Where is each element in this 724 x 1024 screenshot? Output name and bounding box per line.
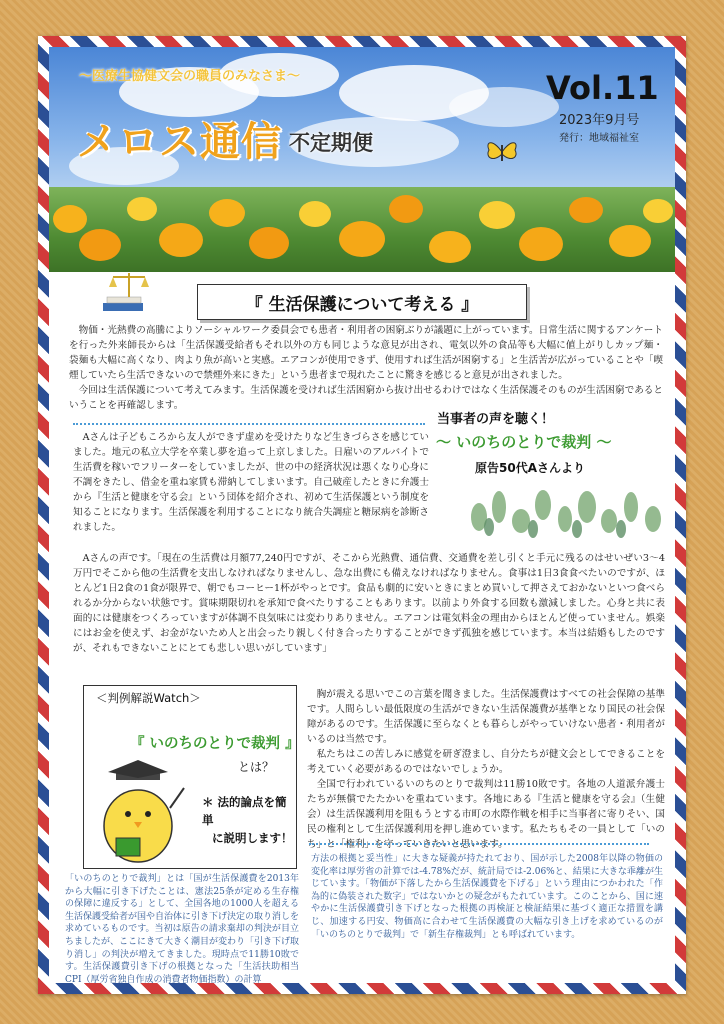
bottom-left-paragraph: 「いのちのとりで裁判」とは「国が生活保護費を2013年から大幅に引き下げたことは、憲法25条が定める生存権の保障に違反する」として、全国各地の1000人を超える生活保護受給者が国や自治体に引き下げ決定の取り消しを求めているものです。当初は原告の請求棄却の判決が目立ちましたが、ここにきて大きく潮目が変わり「引き下げ取り消し」の判決が増えてきました。現時点で11勝10敗です。生活保護費引き下げの根拠となった「生活扶助相当CPI（厚労省独自作成の消費者物価指数）の計算 [65,874,300,983]
right-paragraph: 胸が震える思いでこの言葉を聞きました。生活保護費はすべての社会保障の基準です。人間らしい最低限度の生活ができない生活保護費が基準となり国民の社会保障があるのです。生活保護に至らなくとも暮らしがやっていけない患者・利用者がいるのは当然です。 [307,689,665,745]
intro-text [69,323,663,413]
watch-note-line: ＊ 法的論点を簡単 [202,795,287,827]
justice-scale-icon [99,269,159,315]
story-left-text [73,430,429,535]
story-paragraph: Aさんは子どもころから友人ができず虚めを受けたりなど生きづらさを感じていました。地元の私立大学を卒業し夢を追って上京しました。日雇いのアルバイトで生活費を稼いでフリーターをしていましたが、世の中の経済状況は悪くなり心身に不調をきたし、借金を重ね家賃も滞納してしまいます。自己破産したときに弁護士から『生活と健康を守る会』という団体を紹介され、初めて生活保護という制度を知ることになります。生活保護を利用することになり統合失調症と糖尿病を診断されました。 [73,432,429,533]
right-column-text [307,687,665,852]
watch-title: ＜判例解説Watch＞ [96,691,201,705]
newsletter-page [49,47,675,983]
volume-number: Vol.11 [546,69,659,107]
leaves-illustration [459,477,669,541]
right-paragraph: 全国で行われているいのちのとりで裁判は11勝10敗です。各地の人道派弁護士たちが無償でたたかいを重ねています。各地にある『生活と健康を守る会』（生健会）は生活保護利用を阻もうとする市町の水際作戦を相手に当事者に寄りそい、国民の権利として生活保護利用を押し進めています。私たちもその一員として「いのち」と「権利」を守っていきたいと思います。 [307,779,665,850]
quote-paragraph: Aさんの声です。「現在の生活費は月額77,240円ですが、そこから光熱費、通信費、交通費を差し引くと手元に残るのはせいぜい3〜4万円でそこから他の生活費を支出しなければなりませんし、急な出費にも備えなければなりません。食事は1日3食食べたいのですが、ほとんど1日2食の1食が限界で、朝でもコーヒー1杯がやっとです。食品も劇的に安いときにまとめ買いして押さえておかないといつ食べられるか分からない状態です。賞味期限切れを承知で食べたりすることもあります。以前より外食する回数も激減しました。心身と共に表面的には健康をつくろっていますが体調不良気味には変わりありません。エアコンは電気料金の理由からほとんど使っていません。娯楽にはお金を使えず、お金がないため人と出会ったり親しく付き合ったりすることができず孤独を感じています。本当は結婚もしたのですが、それもできないことにとても悲しい思いがしています」 [73,553,665,654]
watch-note [202,793,296,847]
marigold-field [49,187,675,272]
dotted-divider [309,843,649,845]
issuer-label: 発行：地域福祉室 [559,133,639,144]
bottom-right-paragraph: 方法の根拠と妥当性」に大きな疑義が持たれており、国が示した2008年以降の物価の変化率は厚労省の計算では-4.78%だが、統計局では-2.06%と、結果に大きな乖離が生じています。「物価が下落したから生活保護費を下げる」という理由につかわれた「作為的に偽装された数字」ではないかとの疑念がもたれています。このことから、国に速やかに生活保護費引き下げとなった根拠の再検証と検証結果に基づく適正な措置を講じ、加速する円安、物価高に合わせて生活保護費の大幅な引き上げを求めているのが「いのちのとりで裁判」で「新生存権裁判」とも呼ばれています。 [311,854,663,940]
voice-subtitle: 〜 いのちのとりで裁判 〜 [436,433,612,451]
headline: 『 生活保護について考える 』 [197,284,527,320]
header-subtitle: 〜医療生協健文会の職員のみなさま〜 [79,69,301,84]
voice-title: 当事者の声を聴く！ [437,412,555,427]
dotted-divider [73,423,425,425]
story-quote-text [73,551,665,656]
irregular-label: 不定期便 [289,131,373,155]
voice-speaker: 原告50代Aさんより [475,461,585,475]
watch-subtitle: 『 いのちのとりで裁判 』 [130,736,300,752]
right-paragraph: 私たちはこの苦しみに感覚を研ぎ澄まし、自分たちが健文会としてできることを考えていく必要があるのではないでしょうか。 [307,749,665,775]
intro-paragraph: 今回は生活保護について考えてみます。生活保護を受ければ生活困窮から抜け出せるわけではなく生活保護そのものが生活困窮であるということを再確認します。 [69,385,663,411]
watch-note-line: に説明します！ [212,831,293,845]
case-explainer-box [83,685,300,869]
intro-paragraph: 物価・光熱費の高騰によりソーシャルワーク委員会でも患者・利用者の困窮ぶりが議題に上がっています。日常生活に関するアンケートを行った外来師長からは「生活保護受給者もそれ以外の方も同じような意見が出され、電気以外の食品等も大幅に値上がりしカップ麺・袋麺も大幅に高くなり、肉より魚が高いと実感。エアコンが使用できず、使用すれば生活が困窮する」と生活苦が広がっていることや「喫煙していたら生活できないので禁煙外来にきた」という患者まで現れたことに驚きを感じると意見が出されました。 [69,325,663,381]
newsletter-title: メロス通信 [77,119,282,165]
bottom-right-text [311,853,663,941]
issue-date: 2023年9月号 [559,113,640,128]
butterfly-icon [485,137,519,167]
watch-question: とは？ [238,760,275,774]
bottom-left-text [65,873,299,983]
chick-professor-icon [90,748,186,866]
